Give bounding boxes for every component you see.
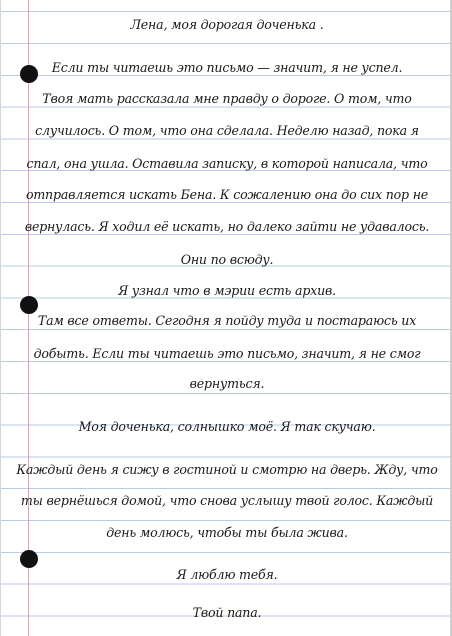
letter-line: Они по всюду. (180, 252, 274, 267)
letter-line: Каждый день я сижу в гостиной и смотрю на дверь. Жду, что (16, 462, 438, 477)
letter-line: день молюсь, чтобы ты была жива. (106, 525, 348, 540)
letter-line: ты вернёшься домой, что снова услышу твой голос. Каждый (20, 493, 434, 508)
letter-line: Я узнал что в мэрии есть архив. (118, 283, 336, 298)
letter-line: вернуться. (189, 376, 265, 391)
letter-line: случилось. О том, что она сделала. Неделю назад, пока я (35, 123, 419, 138)
letter-line: спал, она ушла. Оставила записку, в которой написала, что (26, 156, 428, 171)
letter-signature: Твой папа. (192, 605, 262, 620)
letter-line: добыть. Если ты читаешь это письмо, значит, я не смог (33, 346, 421, 361)
letter-greeting: Лена, моя дорогая доченька . (130, 17, 324, 32)
letter-line: Там все ответы. Сегодня я пойду туда и постараюсь их (37, 313, 417, 328)
letter-line: Моя доченька, солнышко моё. Я так скучаю. (78, 419, 376, 434)
letter-line: отправляется искать Бена. К сожалению она до сих пор не (25, 187, 429, 202)
letter-line: Если ты читаешь это письмо — значит, я не успел. (51, 60, 403, 75)
notebook-page (1, 0, 452, 636)
letter-line: Твоя мать рассказала мне правду о дороге. О том, что (42, 91, 412, 106)
letter-line: Я люблю тебя. (176, 567, 278, 582)
letter-line: вернулась. Я ходил её искать, но далеко зайти не удавалось. (24, 219, 430, 234)
